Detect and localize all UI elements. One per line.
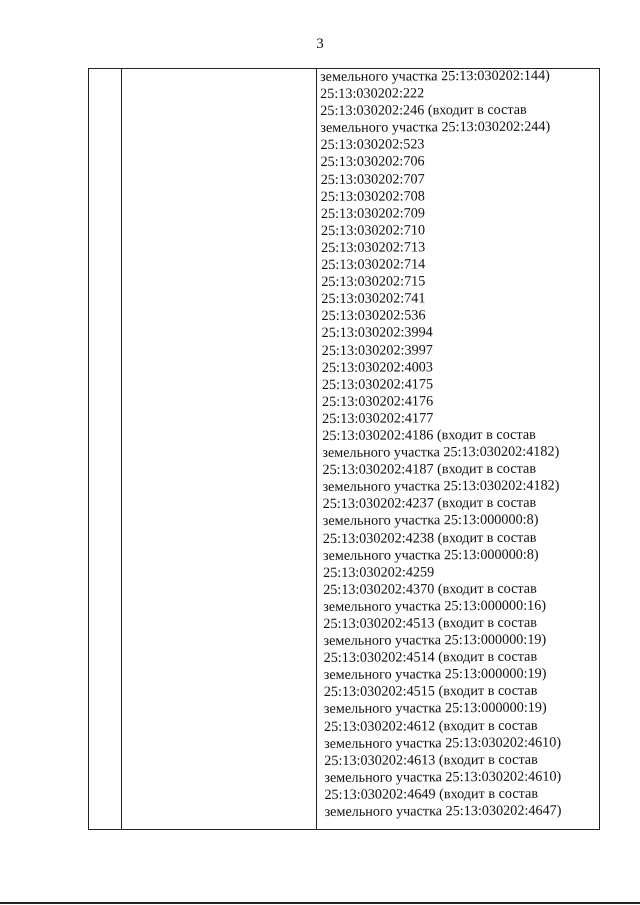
list-item: 25:13:030202:3994 — [321, 324, 433, 342]
list-item: 25:13:030202:4176 — [321, 393, 434, 410]
column-divider-1 — [121, 69, 122, 829]
list-item: 25:13:030202:708 — [320, 188, 425, 205]
list-item: 25:13:030202:4514 (входит в состав — [323, 648, 538, 667]
list-item: 25:13:030202:709 — [320, 205, 425, 222]
list-item: 25:13:030202:4237 (входит в состав — [322, 495, 537, 513]
list-item: земельного участка 25:13:000000:8) — [322, 546, 539, 564]
list-item: земельного участка 25:13:030202:4182) — [322, 477, 560, 496]
list-item: 25:13:030202:536 — [321, 307, 426, 325]
list-item: 25:13:030202:4238 (входит в состав — [322, 529, 537, 547]
list-item: 25:13:030202:4370 (входит в состав — [323, 580, 537, 598]
list-item: земельного участка 25:13:030202:4182) — [322, 443, 560, 462]
list-item: 25:13:030202:707 — [320, 170, 425, 188]
list-item: 25:13:030202:4513 (входит в состав — [323, 614, 537, 632]
list-item: земельного участка 25:13:000000:19) — [323, 631, 547, 650]
column-divider-2 — [316, 69, 317, 829]
list-item: 25:13:030202:706 — [320, 153, 425, 171]
list-item: земельного участка 25:13:030202:4610) — [324, 768, 562, 786]
list-item: 25:13:030202:4515 (входит в состав — [323, 683, 538, 701]
list-item: 25:13:030202:4187 (входит в состав — [322, 460, 537, 479]
list-item: земельного участка 25:13:030202:4647) — [324, 802, 562, 821]
list-item: 25:13:030202:4613 (входит в состав — [324, 751, 538, 769]
list-item: 25:13:030202:4259 — [323, 564, 435, 581]
list-item: земельного участка 25:13:000000:8) — [322, 512, 539, 530]
cadastral-number-list — [320, 67, 605, 821]
list-item: 25:13:030202:741 — [321, 290, 426, 308]
bottom-rule — [0, 902, 640, 904]
list-item: земельного участка 25:13:000000:19) — [323, 665, 547, 684]
list-item: 25:13:030202:222 — [320, 85, 425, 103]
list-item: 25:13:030202:713 — [321, 239, 426, 256]
list-item: 25:13:030202:715 — [321, 273, 426, 291]
list-item: земельного участка 25:13:000000:19) — [323, 700, 547, 718]
list-item: 25:13:030202:3997 — [321, 341, 433, 359]
list-item: земельного участка 25:13:030202:4610) — [324, 734, 562, 752]
list-item: 25:13:030202:4003 — [321, 358, 434, 376]
list-item: 25:13:030202:4649 (входит в состав — [324, 785, 539, 803]
page-number: 3 — [316, 36, 324, 52]
list-item: земельного участка 25:13:030202:244) — [320, 118, 551, 137]
list-item: 25:13:030202:714 — [321, 256, 426, 274]
document-table — [88, 68, 600, 830]
list-item: 25:13:030202:4612 (входит в состав — [323, 717, 538, 735]
list-item: 25:13:030202:4175 — [321, 376, 434, 393]
list-item: 25:13:030202:4186 (входит в состав — [322, 426, 536, 444]
list-item: земельного участка 25:13:000000:16) — [323, 597, 547, 615]
list-item: 25:13:030202:523 — [320, 136, 425, 154]
list-item: земельного участка 25:13:030202:144) — [320, 67, 550, 85]
list-item: 25:13:030202:710 — [320, 222, 426, 239]
list-item: 25:13:030202:246 (входит в состав — [320, 101, 527, 120]
list-item: 25:13:030202:4177 — [322, 410, 434, 427]
